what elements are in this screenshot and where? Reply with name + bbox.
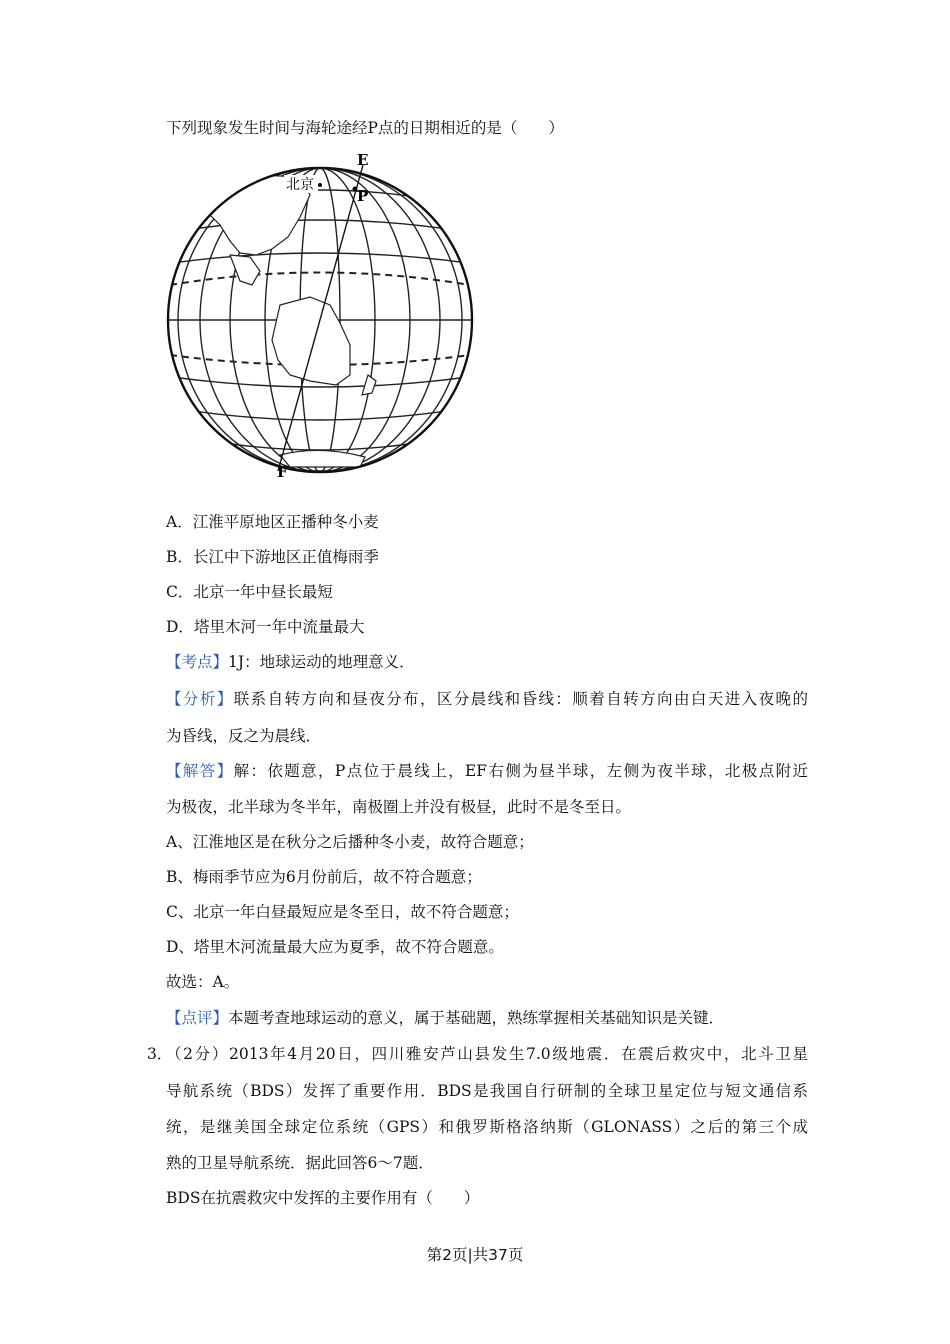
jieda-c: C、北京一年白昼最短应是冬至日，故不符合题意；	[166, 903, 519, 921]
globe-figure	[160, 145, 480, 485]
jieda-line2: 为极夜，北半球为冬半年，南极圈上并没有极昼，此时不是冬至日。	[166, 798, 632, 816]
jieda-b: B、梅雨季节应为6月份前后，故不符合题意；	[166, 868, 482, 886]
label-e: E	[357, 151, 369, 169]
question-stem: 下列现象发生时间与海轮途经P点的日期相近的是（ ）	[166, 119, 564, 137]
option-a: A．江淮平原地区正播种冬小麦	[166, 513, 379, 531]
q3-line1: （2分）2013年4月20日，四川雅安芦山县发生7.0级地震．在震后救灾中，北斗卫星	[166, 1045, 808, 1063]
label-p: P	[357, 187, 369, 205]
option-c: C．北京一年中昼长最短	[166, 583, 333, 601]
option-d: D．塔里木河一年中流量最大	[166, 618, 365, 636]
q3-line2: 导航系统（BDS）发挥了重要作用．BDS是我国自行研制的全球卫星定位与短文通信系	[166, 1082, 808, 1100]
dianping: 【点评】本题考查地球运动的意义，属于基础题，熟练掌握相关基础知识是关键．	[166, 1009, 725, 1027]
q3-line3: 统，是继美国全球定位系统（GPS）和俄罗斯格洛纳斯（GLONASS）之后的第三个成	[166, 1118, 808, 1136]
label-beijing: 北京	[286, 177, 314, 193]
question-3-number: 3．	[147, 1045, 173, 1063]
jieda-answer: 故选：A。	[166, 973, 240, 991]
fenxi-line2: 为昏线，反之为晨线．	[166, 727, 322, 745]
fenxi-line1: 【分析】联系自转方向和昼夜分布，区分晨线和昏线：顺着自转方向由白天进入夜晚的	[166, 690, 808, 708]
option-b: B．长江中下游地区正值梅雨季	[166, 548, 379, 566]
kaodian: 【考点】1J：地球运动的地理意义．	[166, 653, 415, 671]
q3-line4: 熟的卫星导航系统．据此回答6～7题．	[166, 1154, 434, 1172]
jieda-a: A、江淮地区是在秋分之后播种冬小麦，故符合题意；	[166, 833, 534, 851]
jieda-line1: 【解答】解：依题意，P点位于晨线上，EF右侧为昼半球，左侧为夜半球，北极点附近	[166, 762, 808, 780]
q3-sub-question: BDS在抗震救灾中发挥的主要作用有（ ）	[166, 1189, 480, 1207]
continent-outlines	[210, 175, 376, 467]
page-footer: 第2页|共37页	[426, 1246, 524, 1264]
jieda-d: D、塔里木河流量最大应为夏季，故不符合题意。	[166, 938, 504, 956]
label-f: F	[277, 463, 288, 481]
